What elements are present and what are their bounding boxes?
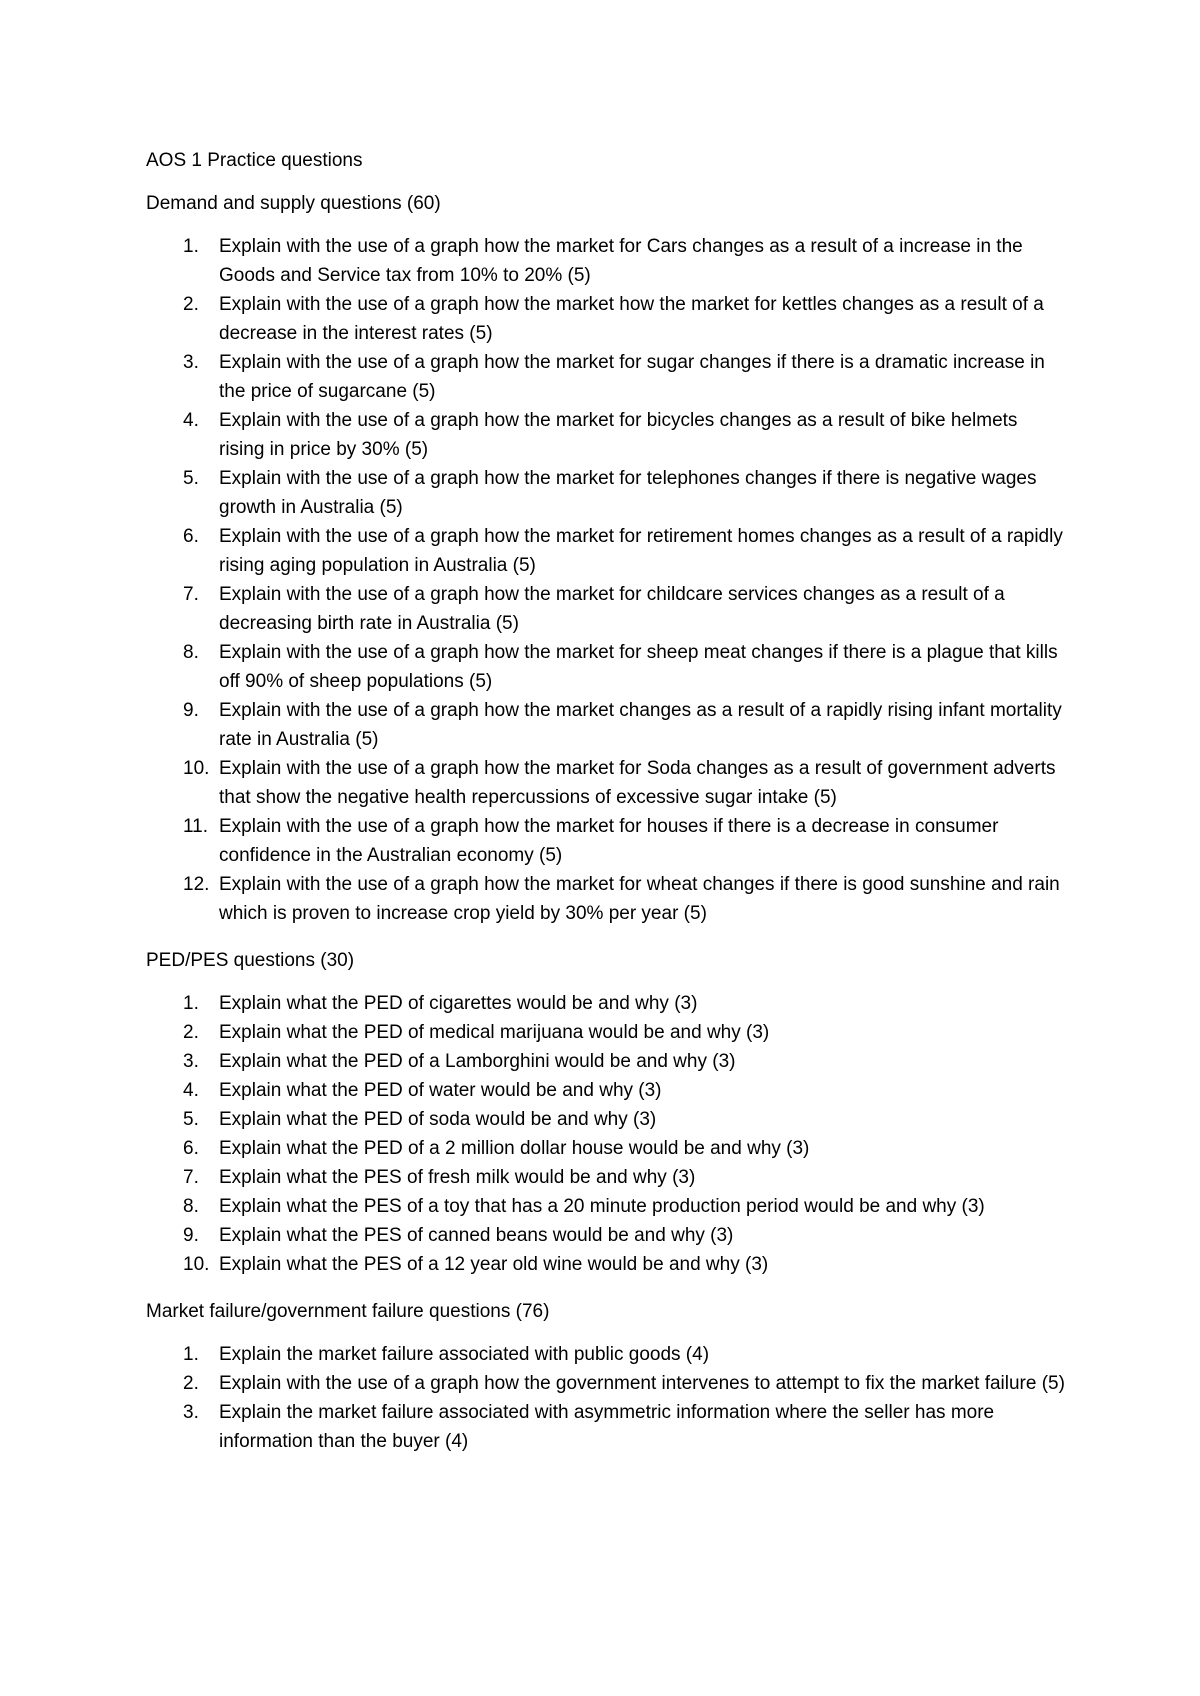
- question-number: 8.: [183, 1196, 199, 1217]
- question-text: Explain with the use of a graph how the market for Soda changes as a result of government adverts that show the negative health repercussions of excessive sugar intake (5): [219, 758, 1056, 808]
- question-text: Explain what the PES of canned beans would be and why (3): [219, 1225, 734, 1246]
- question-text: Explain what the PED of soda would be and why (3): [219, 1109, 657, 1130]
- question-item: [146, 1250, 1066, 1279]
- question-text: Explain what the PED of a Lamborghini would be and why (3): [219, 1051, 736, 1072]
- question-text: Explain what the PES of a 12 year old wine would be and why (3): [219, 1254, 769, 1275]
- question-text: Explain with the use of a graph how the market for bicycles changes as a result of bike helmets rising in price by 30% (5): [219, 410, 1018, 460]
- question-number: 1.: [183, 993, 199, 1014]
- question-number: 7.: [183, 1167, 199, 1188]
- question-item: [146, 989, 1066, 1018]
- question-item: [146, 1134, 1066, 1163]
- document-title: AOS 1 Practice questions: [146, 150, 363, 171]
- question-item: [146, 406, 1066, 464]
- question-list-ped-pes: [146, 989, 1066, 1279]
- question-text: Explain with the use of a graph how the market how the market for kettles changes as a result of a decrease in the interest rates (5): [219, 294, 1044, 344]
- question-number: 10.: [183, 758, 210, 779]
- question-number: 2.: [183, 294, 199, 315]
- question-item: [146, 232, 1066, 290]
- question-item: [146, 290, 1066, 348]
- question-item: [146, 1047, 1066, 1076]
- question-text: Explain what the PED of a 2 million dollar house would be and why (3): [219, 1138, 810, 1159]
- question-text: Explain with the use of a graph how the market for telephones changes if there is negative wages growth in Australia (5): [219, 468, 1037, 518]
- question-text: Explain with the use of a graph how the market for retirement homes changes as a result of a rapidly rising aging population in Australia (5): [219, 526, 1063, 576]
- question-item: [146, 1369, 1066, 1398]
- question-item: [146, 464, 1066, 522]
- question-text: Explain with the use of a graph how the market for houses if there is a decrease in consumer confidence in the Australian economy (5): [219, 816, 999, 866]
- question-number: 11.: [183, 816, 209, 837]
- question-text: Explain with the use of a graph how the market for sheep meat changes if there is a plague that kills off 90% of sheep populations (5): [219, 642, 1058, 692]
- question-number: 1.: [183, 1344, 199, 1365]
- question-text: Explain with the use of a graph how the market for Cars changes as a result of a increase in the Goods and Service tax from 10% to 20% (5): [219, 236, 1023, 286]
- question-item: [146, 754, 1066, 812]
- question-text: Explain with the use of a graph how the market changes as a result of a rapidly rising infant mortality rate in Australia (5): [219, 700, 1062, 750]
- question-number: 6.: [183, 526, 199, 547]
- question-text: Explain the market failure associated with public goods (4): [219, 1344, 710, 1365]
- question-number: 3.: [183, 1402, 199, 1423]
- question-item: [146, 1105, 1066, 1134]
- question-item: [146, 1340, 1066, 1369]
- question-text: Explain the market failure associated with asymmetric information where the seller has more information than the buyer (4): [219, 1402, 995, 1452]
- question-item: [146, 638, 1066, 696]
- question-number: 8.: [183, 642, 199, 663]
- question-item: [146, 1018, 1066, 1047]
- question-item: [146, 1221, 1066, 1250]
- question-text: Explain with the use of a graph how the market for wheat changes if there is good sunshine and rain which is proven to increase crop yield by 30% per year (5): [219, 874, 1060, 924]
- question-list-demand-supply: [146, 232, 1066, 928]
- section-heading-ped-pes: PED/PES questions (30): [146, 950, 355, 971]
- question-number: 9.: [183, 1225, 199, 1246]
- question-number: 5.: [183, 1109, 199, 1130]
- question-number: 10.: [183, 1254, 210, 1275]
- question-item: [146, 812, 1066, 870]
- section-heading-demand-supply: Demand and supply questions (60): [146, 193, 441, 214]
- question-number: 3.: [183, 1051, 199, 1072]
- question-text: Explain what the PED of medical marijuana would be and why (3): [219, 1022, 770, 1043]
- question-item: [146, 870, 1066, 928]
- question-number: 9.: [183, 700, 199, 721]
- question-item: [146, 1398, 1066, 1456]
- document-page: [146, 146, 1066, 1474]
- question-item: [146, 1163, 1066, 1192]
- question-item: [146, 1192, 1066, 1221]
- question-item: [146, 348, 1066, 406]
- question-number: 6.: [183, 1138, 199, 1159]
- question-number: 4.: [183, 1080, 199, 1101]
- question-item: [146, 1076, 1066, 1105]
- question-text: Explain with the use of a graph how the market for childcare services changes as a result of a decreasing birth rate in Australia (5): [219, 584, 1005, 634]
- question-text: Explain what the PES of fresh milk would be and why (3): [219, 1167, 696, 1188]
- question-item: [146, 522, 1066, 580]
- question-item: [146, 580, 1066, 638]
- question-item: [146, 696, 1066, 754]
- question-number: 2.: [183, 1022, 199, 1043]
- question-text: Explain with the use of a graph how the government intervenes to attempt to fix the market failure (5): [219, 1373, 1065, 1394]
- question-number: 3.: [183, 352, 199, 373]
- question-text: Explain what the PED of cigarettes would be and why (3): [219, 993, 698, 1014]
- question-number: 1.: [183, 236, 199, 257]
- question-list-market-failure: [146, 1340, 1066, 1456]
- question-number: 5.: [183, 468, 199, 489]
- question-number: 12.: [183, 874, 210, 895]
- question-text: Explain what the PED of water would be and why (3): [219, 1080, 662, 1101]
- question-number: 2.: [183, 1373, 199, 1394]
- question-text: Explain with the use of a graph how the market for sugar changes if there is a dramatic increase in the price of sugarcane (5): [219, 352, 1045, 402]
- question-text: Explain what the PES of a toy that has a 20 minute production period would be and why (3): [219, 1196, 985, 1217]
- question-number: 4.: [183, 410, 199, 431]
- question-number: 7.: [183, 584, 199, 605]
- section-heading-market-failure: Market failure/government failure questions (76): [146, 1301, 550, 1322]
